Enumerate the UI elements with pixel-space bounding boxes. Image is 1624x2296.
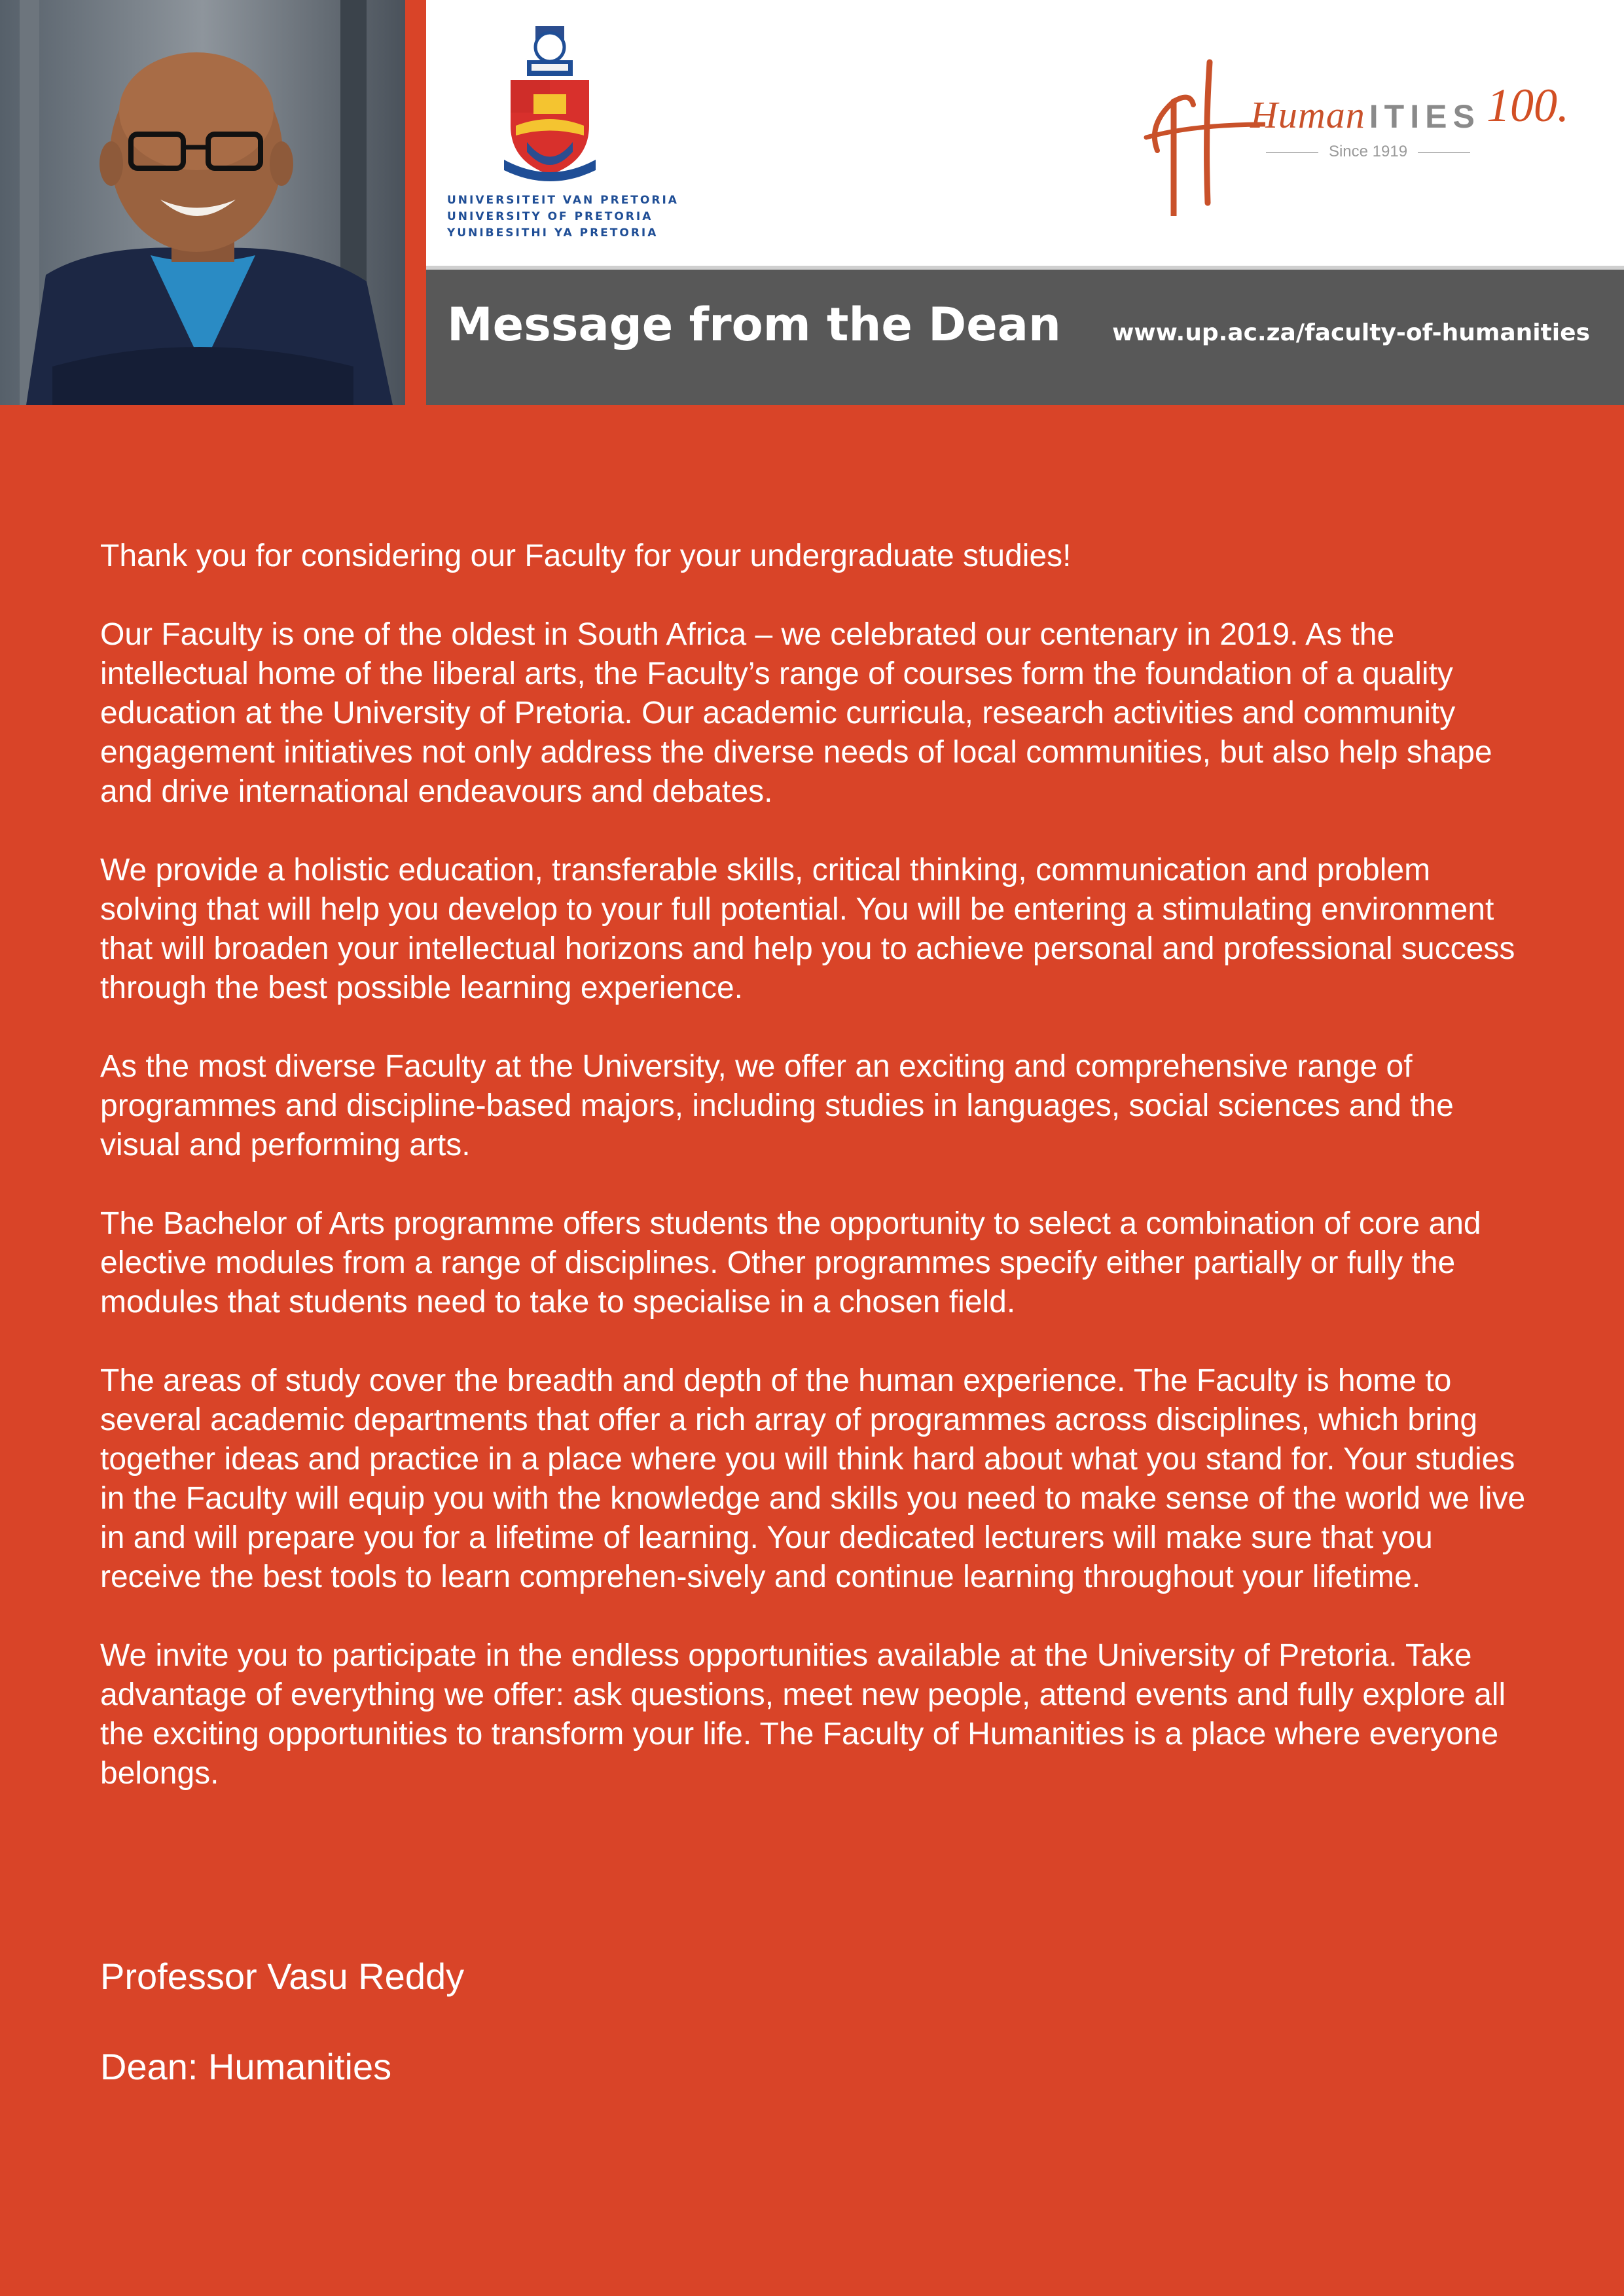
university-name-english: UNIVERSITY OF PRETORIA bbox=[447, 210, 653, 223]
paragraph-education: We provide a holistic education, transferable skills, critical thinking, communication and problem solving that will help you develop to your full potential. You will be entering a stimulating environment that will broaden your intellectual horizons and help you to achieve personal and professional success through the best possible learning experience. bbox=[100, 853, 1515, 1005]
university-crest-icon bbox=[497, 21, 602, 188]
humanities-script-icon bbox=[1134, 52, 1265, 216]
paragraph-study-areas: The areas of study cover the breadth and depth of the human experience. The Faculty is home to several academic departments that offer a rich array of programmes across disciplines, which bring together ideas and practice in a place where you will think hard about what you stand for. Your studies in the Faculty will equip you with the knowledge and skills you need to make sense of the world we live in and will prepare you for a lifetime of learning. Your dedicated lecturers will make sure that you receive the best tools to learn comprehen-sively and continue learning throughout your lifetime. bbox=[100, 1363, 1526, 1594]
signatory-name: Professor Vasu Reddy bbox=[100, 1956, 465, 1997]
university-names bbox=[447, 192, 679, 242]
humanities-script-text: Human bbox=[1250, 94, 1365, 136]
letter-body bbox=[100, 537, 1527, 1833]
faculty-url: www.up.ac.za/faculty-of-humanities bbox=[1112, 319, 1590, 346]
paragraph-diversity: As the most diverse Faculty at the University, we offer an exciting and comprehensive range of programmes and discipline-based majors, including studies in languages, social sciences and the visual and performing arts. bbox=[100, 1049, 1454, 1162]
paragraph-ba-programme: The Bachelor of Arts programme offers students the opportunity to select a combination of core and elective modules from a range of disciplines. Other programmes specify either partially or fully the modules that students need to take to specialise in a chosen field. bbox=[100, 1206, 1481, 1319]
humanities-word-text: ITIES bbox=[1369, 98, 1481, 135]
header-gap bbox=[405, 0, 426, 405]
since-line-left bbox=[1266, 152, 1318, 153]
since-line-right bbox=[1418, 152, 1470, 153]
paragraph-invitation: We invite you to participate in the endless opportunities available at the University of Pretoria. Take advantage of everything we offer: ask questions, meet new people, attend events and fully explore all the exciting opportunities to transform your life. The Faculty of Humanities is a place where everyone belongs. bbox=[100, 1638, 1506, 1791]
signatory-title: Dean: Humanities bbox=[100, 2046, 392, 2087]
humanities-100-logo bbox=[1129, 39, 1587, 209]
paragraph-history: Our Faculty is one of the oldest in South Africa – we celebrated our centenary in 2019. As the intellectual home of the liberal arts, the Faculty’s range of courses form the foundation of a quality education at the University of Pretoria. Our academic curricula, research activities and community engagement initiatives not only address the diverse needs of local communities, but also help shape and drive international endeavours and debates. bbox=[100, 617, 1492, 809]
page-title: Message from the Dean bbox=[447, 298, 1061, 351]
humanities-word bbox=[1250, 93, 1481, 137]
university-name-afrikaans: UNIVERSITEIT VAN PRETORIA bbox=[447, 194, 679, 207]
dean-photo bbox=[0, 0, 405, 405]
paragraph-greeting: Thank you for considering our Faculty for your undergraduate studies! bbox=[100, 539, 1072, 573]
since-text: Since 1919 bbox=[1328, 143, 1408, 160]
university-name-sepedi: YUNIBESITHI YA PRETORIA bbox=[447, 226, 659, 240]
since-year bbox=[1244, 143, 1492, 161]
signature-block bbox=[100, 1956, 464, 2088]
centenary-number: 100. bbox=[1487, 79, 1569, 132]
